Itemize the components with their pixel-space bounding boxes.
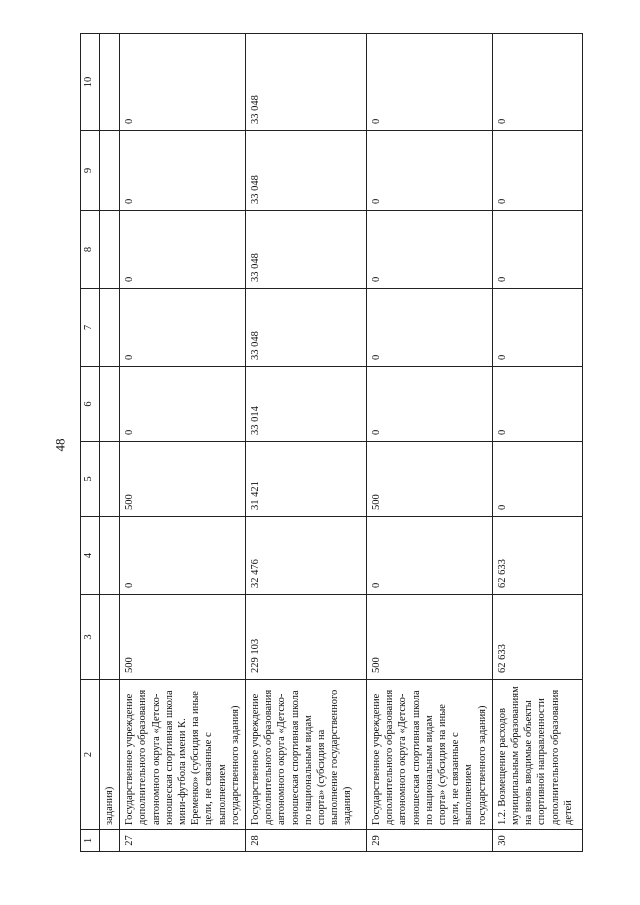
header-cell: 8 (81, 211, 100, 289)
rotated-table-container (80, 34, 583, 852)
table-cell: 229 103 (246, 595, 367, 680)
table-cell: 62 633 (492, 517, 582, 595)
table-cell: 32 476 (246, 517, 367, 595)
table-cell: 0 (367, 34, 493, 131)
row-description: Государственное учреждение дополнительного образования автономного округа «Детско-юношеская спортивная школа мини-футбола имени К. Еременко» (субсидия на иные цели, не связанные с выполнением государственного задания) (120, 680, 246, 830)
header-cell: 7 (81, 289, 100, 367)
table-cell (100, 595, 120, 680)
table-cell: 0 (367, 289, 493, 367)
header-cell: 6 (81, 367, 100, 442)
header-row (81, 34, 100, 852)
table-cell (100, 830, 120, 852)
continuation-row (100, 34, 120, 852)
table-cell: 0 (492, 442, 582, 517)
table-cell: 0 (492, 211, 582, 289)
table-cell: 33 048 (246, 289, 367, 367)
table-cell (100, 131, 120, 211)
table-cell (100, 517, 120, 595)
table-cell: 0 (492, 367, 582, 442)
header-cell: 10 (81, 34, 100, 131)
table-row (492, 34, 582, 852)
table-cell (100, 367, 120, 442)
table-cell: 0 (120, 34, 246, 131)
header-cell: 4 (81, 517, 100, 595)
table-row (367, 34, 493, 852)
table-cell: 0 (367, 131, 493, 211)
table-cell (100, 34, 120, 131)
page-number: 48 (52, 438, 68, 452)
row-number: 27 (120, 830, 246, 852)
table-cell: 33 014 (246, 367, 367, 442)
header-cell: 2 (81, 680, 100, 830)
row-number: 28 (246, 830, 367, 852)
header-cell: 3 (81, 595, 100, 680)
table-cell: 33 048 (246, 131, 367, 211)
table-cell: 33 048 (246, 34, 367, 131)
table-cell: 0 (492, 289, 582, 367)
row-description: Государственное учреждение дополнительного образования автономного округа «Детско-юношеская спортивная школа по национальным видам спорта» (субсидия на выполнение государственного задания) (246, 680, 367, 830)
table-cell (100, 289, 120, 367)
table-cell: 0 (120, 131, 246, 211)
row-number: 30 (492, 830, 582, 852)
table-cell: 0 (120, 211, 246, 289)
table-cell: 0 (367, 367, 493, 442)
header-cell: 9 (81, 131, 100, 211)
table-cell (100, 211, 120, 289)
table-cell: 33 048 (246, 211, 367, 289)
table-cell: 500 (367, 595, 493, 680)
row-description: 1.2. Возмещение расходов муниципальным образованиям на вновь вводимые объекты спортивной направленности дополнительного образования детей (492, 680, 582, 830)
table-cell: 62 633 (492, 595, 582, 680)
header-cell: 1 (81, 830, 100, 852)
table-row (246, 34, 367, 852)
table-cell: 0 (367, 517, 493, 595)
row-description: Государственное учреждение дополнительного образования автономного округа «Детско-юношеская спортивная школа по национальным видам спорта» (субсидия на иные цели, не связанные с выполнением государственного задания) (367, 680, 493, 830)
table-cell: 0 (492, 34, 582, 131)
table-cell (100, 442, 120, 517)
row-number: 29 (367, 830, 493, 852)
table-cell: 0 (120, 517, 246, 595)
table-cell: 31 421 (246, 442, 367, 517)
table-cell: 0 (367, 211, 493, 289)
table-cell: 500 (120, 595, 246, 680)
continuation-text: задания) (100, 680, 120, 830)
table-row (120, 34, 246, 852)
budget-table (80, 33, 583, 852)
table-cell: 500 (367, 442, 493, 517)
header-cell: 5 (81, 442, 100, 517)
table-cell: 0 (120, 289, 246, 367)
table-cell: 500 (120, 442, 246, 517)
table-cell: 0 (492, 131, 582, 211)
table-cell: 0 (120, 367, 246, 442)
